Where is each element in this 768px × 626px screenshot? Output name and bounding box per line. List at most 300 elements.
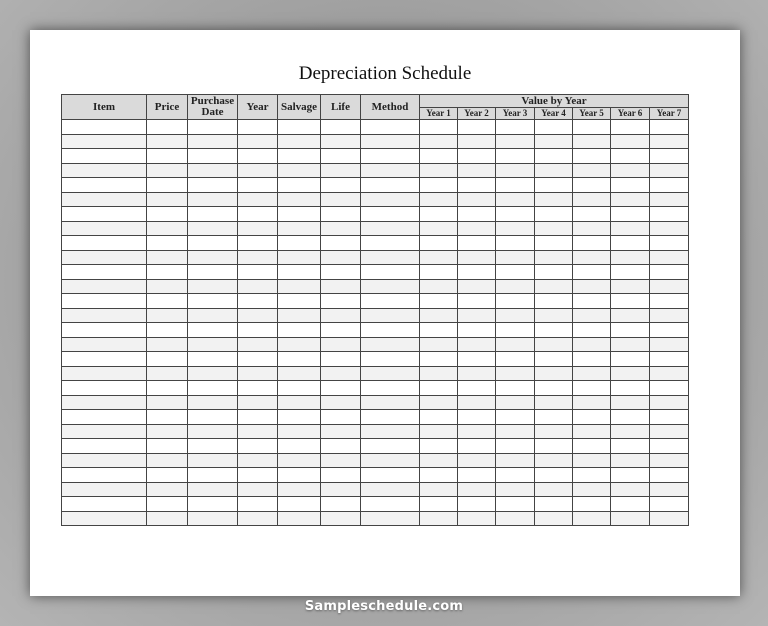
table-cell[interactable] xyxy=(535,395,573,410)
table-cell[interactable] xyxy=(361,178,420,193)
table-cell[interactable] xyxy=(420,424,458,439)
table-cell[interactable] xyxy=(420,250,458,265)
table-cell[interactable] xyxy=(62,337,147,352)
table-cell[interactable] xyxy=(420,294,458,309)
table-cell[interactable] xyxy=(611,410,650,425)
table-cell[interactable] xyxy=(496,482,535,497)
table-cell[interactable] xyxy=(496,439,535,454)
table-cell[interactable] xyxy=(361,352,420,367)
table-cell[interactable] xyxy=(278,221,321,236)
table-cell[interactable] xyxy=(496,120,535,135)
table-cell[interactable] xyxy=(147,424,188,439)
table-cell[interactable] xyxy=(611,294,650,309)
table-cell[interactable] xyxy=(238,279,278,294)
table-cell[interactable] xyxy=(458,134,496,149)
table-cell[interactable] xyxy=(611,482,650,497)
table-cell[interactable] xyxy=(62,323,147,338)
table-cell[interactable] xyxy=(62,395,147,410)
table-cell[interactable] xyxy=(535,207,573,222)
table-cell[interactable] xyxy=(458,381,496,396)
table-cell[interactable] xyxy=(278,236,321,251)
table-cell[interactable] xyxy=(535,410,573,425)
table-cell[interactable] xyxy=(420,308,458,323)
table-cell[interactable] xyxy=(278,178,321,193)
table-cell[interactable] xyxy=(458,149,496,164)
table-cell[interactable] xyxy=(458,453,496,468)
table-cell[interactable] xyxy=(496,352,535,367)
table-cell[interactable] xyxy=(147,497,188,512)
table-cell[interactable] xyxy=(361,134,420,149)
table-cell[interactable] xyxy=(611,497,650,512)
table-cell[interactable] xyxy=(147,511,188,526)
table-cell[interactable] xyxy=(147,468,188,483)
table-cell[interactable] xyxy=(420,265,458,280)
table-cell[interactable] xyxy=(278,134,321,149)
table-cell[interactable] xyxy=(188,453,238,468)
table-cell[interactable] xyxy=(420,352,458,367)
table-cell[interactable] xyxy=(278,439,321,454)
table-cell[interactable] xyxy=(62,236,147,251)
table-cell[interactable] xyxy=(573,149,611,164)
table-cell[interactable] xyxy=(238,192,278,207)
table-cell[interactable] xyxy=(62,439,147,454)
table-cell[interactable] xyxy=(361,381,420,396)
table-cell[interactable] xyxy=(420,468,458,483)
table-cell[interactable] xyxy=(496,265,535,280)
table-cell[interactable] xyxy=(496,424,535,439)
table-cell[interactable] xyxy=(321,279,361,294)
table-cell[interactable] xyxy=(147,308,188,323)
table-cell[interactable] xyxy=(321,207,361,222)
table-cell[interactable] xyxy=(62,178,147,193)
table-cell[interactable] xyxy=(611,279,650,294)
table-cell[interactable] xyxy=(278,497,321,512)
table-cell[interactable] xyxy=(238,511,278,526)
table-cell[interactable] xyxy=(611,134,650,149)
table-cell[interactable] xyxy=(573,511,611,526)
table-cell[interactable] xyxy=(361,221,420,236)
table-cell[interactable] xyxy=(650,511,689,526)
table-cell[interactable] xyxy=(420,120,458,135)
table-cell[interactable] xyxy=(611,439,650,454)
table-cell[interactable] xyxy=(650,163,689,178)
table-cell[interactable] xyxy=(278,453,321,468)
table-cell[interactable] xyxy=(650,250,689,265)
table-cell[interactable] xyxy=(535,250,573,265)
table-cell[interactable] xyxy=(238,265,278,280)
table-cell[interactable] xyxy=(420,192,458,207)
table-cell[interactable] xyxy=(535,120,573,135)
table-cell[interactable] xyxy=(535,511,573,526)
table-cell[interactable] xyxy=(188,497,238,512)
table-cell[interactable] xyxy=(321,236,361,251)
table-cell[interactable] xyxy=(496,192,535,207)
table-cell[interactable] xyxy=(611,178,650,193)
table-cell[interactable] xyxy=(238,207,278,222)
table-cell[interactable] xyxy=(420,236,458,251)
table-cell[interactable] xyxy=(188,424,238,439)
table-cell[interactable] xyxy=(278,192,321,207)
table-cell[interactable] xyxy=(238,482,278,497)
table-cell[interactable] xyxy=(147,265,188,280)
table-cell[interactable] xyxy=(496,381,535,396)
table-cell[interactable] xyxy=(611,453,650,468)
table-cell[interactable] xyxy=(458,294,496,309)
table-cell[interactable] xyxy=(188,482,238,497)
table-cell[interactable] xyxy=(458,439,496,454)
table-cell[interactable] xyxy=(611,308,650,323)
table-cell[interactable] xyxy=(458,323,496,338)
table-cell[interactable] xyxy=(188,337,238,352)
table-cell[interactable] xyxy=(535,424,573,439)
table-cell[interactable] xyxy=(188,265,238,280)
table-cell[interactable] xyxy=(361,482,420,497)
table-cell[interactable] xyxy=(321,134,361,149)
table-cell[interactable] xyxy=(650,381,689,396)
table-cell[interactable] xyxy=(147,323,188,338)
table-cell[interactable] xyxy=(278,381,321,396)
table-cell[interactable] xyxy=(611,395,650,410)
table-cell[interactable] xyxy=(147,482,188,497)
table-cell[interactable] xyxy=(188,323,238,338)
table-cell[interactable] xyxy=(188,250,238,265)
table-cell[interactable] xyxy=(650,149,689,164)
table-cell[interactable] xyxy=(147,134,188,149)
table-cell[interactable] xyxy=(650,120,689,135)
table-cell[interactable] xyxy=(420,207,458,222)
table-cell[interactable] xyxy=(62,207,147,222)
table-cell[interactable] xyxy=(420,497,458,512)
table-cell[interactable] xyxy=(147,279,188,294)
table-cell[interactable] xyxy=(420,439,458,454)
table-cell[interactable] xyxy=(535,134,573,149)
table-cell[interactable] xyxy=(147,352,188,367)
table-cell[interactable] xyxy=(650,265,689,280)
table-cell[interactable] xyxy=(650,410,689,425)
table-cell[interactable] xyxy=(321,511,361,526)
table-cell[interactable] xyxy=(321,424,361,439)
table-cell[interactable] xyxy=(188,308,238,323)
table-cell[interactable] xyxy=(650,134,689,149)
table-cell[interactable] xyxy=(611,366,650,381)
table-cell[interactable] xyxy=(458,482,496,497)
table-cell[interactable] xyxy=(496,236,535,251)
table-cell[interactable] xyxy=(321,352,361,367)
table-cell[interactable] xyxy=(321,337,361,352)
table-cell[interactable] xyxy=(650,439,689,454)
table-cell[interactable] xyxy=(321,439,361,454)
table-cell[interactable] xyxy=(188,381,238,396)
table-cell[interactable] xyxy=(535,497,573,512)
table-cell[interactable] xyxy=(62,265,147,280)
table-cell[interactable] xyxy=(62,497,147,512)
table-cell[interactable] xyxy=(238,236,278,251)
table-cell[interactable] xyxy=(361,366,420,381)
table-cell[interactable] xyxy=(573,178,611,193)
table-cell[interactable] xyxy=(458,236,496,251)
table-cell[interactable] xyxy=(458,468,496,483)
table-cell[interactable] xyxy=(147,221,188,236)
table-cell[interactable] xyxy=(238,381,278,396)
table-cell[interactable] xyxy=(238,178,278,193)
table-cell[interactable] xyxy=(573,381,611,396)
table-cell[interactable] xyxy=(458,221,496,236)
table-cell[interactable] xyxy=(238,410,278,425)
table-cell[interactable] xyxy=(321,163,361,178)
table-cell[interactable] xyxy=(62,468,147,483)
table-cell[interactable] xyxy=(147,236,188,251)
table-cell[interactable] xyxy=(62,250,147,265)
table-cell[interactable] xyxy=(573,236,611,251)
table-cell[interactable] xyxy=(62,308,147,323)
table-cell[interactable] xyxy=(573,337,611,352)
table-cell[interactable] xyxy=(650,192,689,207)
table-cell[interactable] xyxy=(496,366,535,381)
table-cell[interactable] xyxy=(650,366,689,381)
table-cell[interactable] xyxy=(420,453,458,468)
table-cell[interactable] xyxy=(458,424,496,439)
table-cell[interactable] xyxy=(458,250,496,265)
table-cell[interactable] xyxy=(458,163,496,178)
table-cell[interactable] xyxy=(361,424,420,439)
table-cell[interactable] xyxy=(650,395,689,410)
table-cell[interactable] xyxy=(420,279,458,294)
table-cell[interactable] xyxy=(361,337,420,352)
table-cell[interactable] xyxy=(573,294,611,309)
table-cell[interactable] xyxy=(361,323,420,338)
table-cell[interactable] xyxy=(573,134,611,149)
table-cell[interactable] xyxy=(278,279,321,294)
table-cell[interactable] xyxy=(238,337,278,352)
table-cell[interactable] xyxy=(361,308,420,323)
table-cell[interactable] xyxy=(278,163,321,178)
table-cell[interactable] xyxy=(611,149,650,164)
table-cell[interactable] xyxy=(573,221,611,236)
table-cell[interactable] xyxy=(420,323,458,338)
table-cell[interactable] xyxy=(62,163,147,178)
table-cell[interactable] xyxy=(147,410,188,425)
table-cell[interactable] xyxy=(535,163,573,178)
table-cell[interactable] xyxy=(458,366,496,381)
table-cell[interactable] xyxy=(361,497,420,512)
table-cell[interactable] xyxy=(573,453,611,468)
table-cell[interactable] xyxy=(361,120,420,135)
table-cell[interactable] xyxy=(361,236,420,251)
table-cell[interactable] xyxy=(650,236,689,251)
table-cell[interactable] xyxy=(611,424,650,439)
table-cell[interactable] xyxy=(321,192,361,207)
table-cell[interactable] xyxy=(573,395,611,410)
table-cell[interactable] xyxy=(650,453,689,468)
table-cell[interactable] xyxy=(361,395,420,410)
table-cell[interactable] xyxy=(62,482,147,497)
table-cell[interactable] xyxy=(458,279,496,294)
table-cell[interactable] xyxy=(650,207,689,222)
table-cell[interactable] xyxy=(573,497,611,512)
table-cell[interactable] xyxy=(535,366,573,381)
table-cell[interactable] xyxy=(321,453,361,468)
table-cell[interactable] xyxy=(420,511,458,526)
table-cell[interactable] xyxy=(62,511,147,526)
table-cell[interactable] xyxy=(420,149,458,164)
table-cell[interactable] xyxy=(321,323,361,338)
table-cell[interactable] xyxy=(321,497,361,512)
table-cell[interactable] xyxy=(573,410,611,425)
table-cell[interactable] xyxy=(147,439,188,454)
table-cell[interactable] xyxy=(573,265,611,280)
table-cell[interactable] xyxy=(496,163,535,178)
table-cell[interactable] xyxy=(147,120,188,135)
table-cell[interactable] xyxy=(496,337,535,352)
table-cell[interactable] xyxy=(650,424,689,439)
table-cell[interactable] xyxy=(361,192,420,207)
table-cell[interactable] xyxy=(458,352,496,367)
table-cell[interactable] xyxy=(278,323,321,338)
table-cell[interactable] xyxy=(361,149,420,164)
table-cell[interactable] xyxy=(458,511,496,526)
table-cell[interactable] xyxy=(573,308,611,323)
table-cell[interactable] xyxy=(62,453,147,468)
table-cell[interactable] xyxy=(361,294,420,309)
table-cell[interactable] xyxy=(147,366,188,381)
table-cell[interactable] xyxy=(188,468,238,483)
table-cell[interactable] xyxy=(573,192,611,207)
table-cell[interactable] xyxy=(650,323,689,338)
table-cell[interactable] xyxy=(278,352,321,367)
table-cell[interactable] xyxy=(321,149,361,164)
table-cell[interactable] xyxy=(188,134,238,149)
table-cell[interactable] xyxy=(147,149,188,164)
table-cell[interactable] xyxy=(278,120,321,135)
table-cell[interactable] xyxy=(611,192,650,207)
table-cell[interactable] xyxy=(62,381,147,396)
table-cell[interactable] xyxy=(188,120,238,135)
table-cell[interactable] xyxy=(321,221,361,236)
table-cell[interactable] xyxy=(458,265,496,280)
table-cell[interactable] xyxy=(361,163,420,178)
table-cell[interactable] xyxy=(238,395,278,410)
table-cell[interactable] xyxy=(458,337,496,352)
table-cell[interactable] xyxy=(238,323,278,338)
table-cell[interactable] xyxy=(496,250,535,265)
table-cell[interactable] xyxy=(188,192,238,207)
table-cell[interactable] xyxy=(321,468,361,483)
table-cell[interactable] xyxy=(361,410,420,425)
table-cell[interactable] xyxy=(321,366,361,381)
table-cell[interactable] xyxy=(188,410,238,425)
table-cell[interactable] xyxy=(238,424,278,439)
table-cell[interactable] xyxy=(62,120,147,135)
table-cell[interactable] xyxy=(147,395,188,410)
table-cell[interactable] xyxy=(650,178,689,193)
table-cell[interactable] xyxy=(188,366,238,381)
table-cell[interactable] xyxy=(321,410,361,425)
table-cell[interactable] xyxy=(535,178,573,193)
table-cell[interactable] xyxy=(238,294,278,309)
table-cell[interactable] xyxy=(278,395,321,410)
table-cell[interactable] xyxy=(361,511,420,526)
table-cell[interactable] xyxy=(321,381,361,396)
table-cell[interactable] xyxy=(573,250,611,265)
table-cell[interactable] xyxy=(496,308,535,323)
table-cell[interactable] xyxy=(62,294,147,309)
table-cell[interactable] xyxy=(420,178,458,193)
table-cell[interactable] xyxy=(496,279,535,294)
table-cell[interactable] xyxy=(238,250,278,265)
table-cell[interactable] xyxy=(535,236,573,251)
table-cell[interactable] xyxy=(278,308,321,323)
table-cell[interactable] xyxy=(420,410,458,425)
table-cell[interactable] xyxy=(535,352,573,367)
table-cell[interactable] xyxy=(573,163,611,178)
table-cell[interactable] xyxy=(650,482,689,497)
table-cell[interactable] xyxy=(535,381,573,396)
table-cell[interactable] xyxy=(62,410,147,425)
table-cell[interactable] xyxy=(611,221,650,236)
table-cell[interactable] xyxy=(62,366,147,381)
table-cell[interactable] xyxy=(573,424,611,439)
table-cell[interactable] xyxy=(278,424,321,439)
table-cell[interactable] xyxy=(188,439,238,454)
table-cell[interactable] xyxy=(496,468,535,483)
table-cell[interactable] xyxy=(496,207,535,222)
table-cell[interactable] xyxy=(650,308,689,323)
table-cell[interactable] xyxy=(535,439,573,454)
table-cell[interactable] xyxy=(238,308,278,323)
table-cell[interactable] xyxy=(278,265,321,280)
table-cell[interactable] xyxy=(650,468,689,483)
table-cell[interactable] xyxy=(496,323,535,338)
table-cell[interactable] xyxy=(611,265,650,280)
table-cell[interactable] xyxy=(535,453,573,468)
table-cell[interactable] xyxy=(361,439,420,454)
table-cell[interactable] xyxy=(535,192,573,207)
table-cell[interactable] xyxy=(361,265,420,280)
table-cell[interactable] xyxy=(573,120,611,135)
table-cell[interactable] xyxy=(458,192,496,207)
table-cell[interactable] xyxy=(321,308,361,323)
table-cell[interactable] xyxy=(62,149,147,164)
table-cell[interactable] xyxy=(611,250,650,265)
table-cell[interactable] xyxy=(573,352,611,367)
table-cell[interactable] xyxy=(147,294,188,309)
table-cell[interactable] xyxy=(458,308,496,323)
table-cell[interactable] xyxy=(62,221,147,236)
table-cell[interactable] xyxy=(458,207,496,222)
table-cell[interactable] xyxy=(573,482,611,497)
table-cell[interactable] xyxy=(420,381,458,396)
table-cell[interactable] xyxy=(496,134,535,149)
table-cell[interactable] xyxy=(147,337,188,352)
table-cell[interactable] xyxy=(611,120,650,135)
table-cell[interactable] xyxy=(147,381,188,396)
table-cell[interactable] xyxy=(496,453,535,468)
table-cell[interactable] xyxy=(238,163,278,178)
table-cell[interactable] xyxy=(278,207,321,222)
table-cell[interactable] xyxy=(238,149,278,164)
table-cell[interactable] xyxy=(611,337,650,352)
table-cell[interactable] xyxy=(496,294,535,309)
table-cell[interactable] xyxy=(238,366,278,381)
table-cell[interactable] xyxy=(62,352,147,367)
table-cell[interactable] xyxy=(458,395,496,410)
table-cell[interactable] xyxy=(321,178,361,193)
table-cell[interactable] xyxy=(238,221,278,236)
table-cell[interactable] xyxy=(611,207,650,222)
table-cell[interactable] xyxy=(147,207,188,222)
table-cell[interactable] xyxy=(611,511,650,526)
table-cell[interactable] xyxy=(496,178,535,193)
